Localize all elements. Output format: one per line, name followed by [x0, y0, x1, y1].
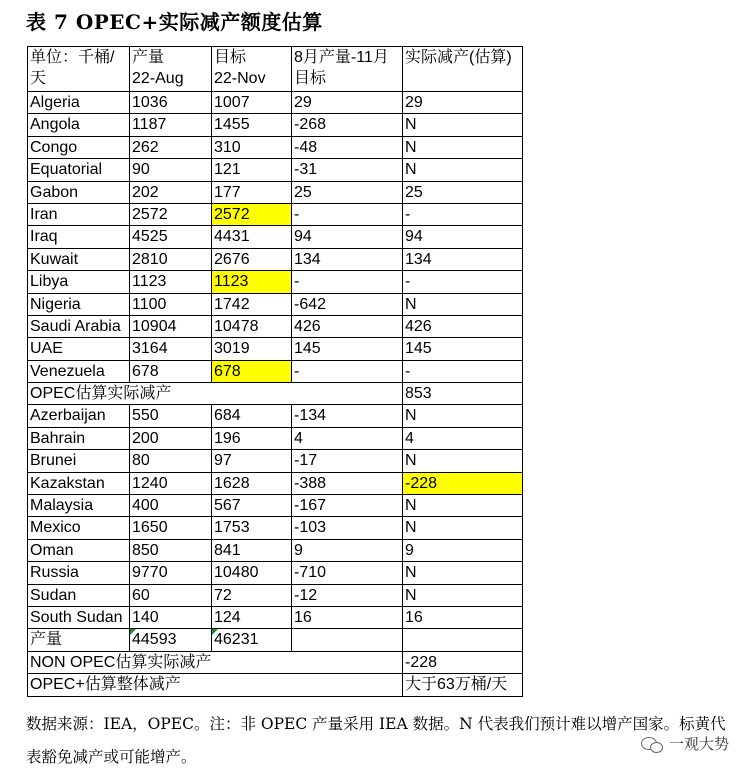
diff-cell: -134 — [292, 405, 403, 427]
target-cell: 4431 — [212, 226, 292, 248]
country-cell: Venezuela — [28, 360, 130, 382]
production-cell: 200 — [130, 427, 212, 449]
production-cell: 3164 — [130, 338, 212, 360]
table-row — [28, 584, 523, 606]
country-cell: Iraq — [28, 226, 130, 248]
country-cell: Gabon — [28, 181, 130, 203]
country-cell: Bahrain — [28, 427, 130, 449]
diff-cell: 94 — [292, 226, 403, 248]
target-cell: 2676 — [212, 248, 292, 270]
production-cell: 140 — [130, 606, 212, 628]
cut-cell: N — [403, 293, 523, 315]
cut-cell: 134 — [403, 248, 523, 270]
cut-cell: 145 — [403, 338, 523, 360]
opec-total-row — [28, 383, 523, 405]
target-cell: 124 — [212, 606, 292, 628]
table-row — [28, 517, 523, 539]
cut-cell: N — [403, 517, 523, 539]
production-cell: 1240 — [130, 472, 212, 494]
country-cell: Oman — [28, 539, 130, 561]
diff-cell: -710 — [292, 562, 403, 584]
country-cell: Mexico — [28, 517, 130, 539]
production-cell: 90 — [130, 159, 212, 181]
data-table-container — [27, 46, 522, 697]
overall-total-row — [28, 674, 523, 696]
country-cell: UAE — [28, 338, 130, 360]
header-production-date: 22-Aug — [132, 70, 184, 87]
header-target — [212, 47, 292, 92]
country-cell: Azerbaijan — [28, 405, 130, 427]
table-title: 表 7 OPEC+实际减产额度估算 — [26, 10, 323, 34]
cut-cell: 94 — [403, 226, 523, 248]
total-label-cell: 产量 — [28, 629, 130, 651]
cut-cell: - — [403, 203, 523, 225]
country-cell: South Sudan — [28, 606, 130, 628]
target-cell: 3019 — [212, 338, 292, 360]
table-row — [28, 203, 523, 225]
target-cell: 841 — [212, 539, 292, 561]
diff-cell: -642 — [292, 293, 403, 315]
diff-cell: 145 — [292, 338, 403, 360]
table-row — [28, 136, 523, 158]
diff-cell: 134 — [292, 248, 403, 270]
production-cell: 1187 — [130, 114, 212, 136]
wechat-icon — [641, 735, 663, 753]
production-cell: 678 — [130, 360, 212, 382]
diff-cell: - — [292, 360, 403, 382]
header-target-date: 22-Nov — [214, 70, 266, 87]
target-cell: 97 — [212, 450, 292, 472]
cut-cell: -228 — [403, 472, 523, 494]
production-cell: 80 — [130, 450, 212, 472]
country-cell: Kuwait — [28, 248, 130, 270]
cut-cell: N — [403, 450, 523, 472]
diff-cell: -167 — [292, 495, 403, 517]
target-cell: 684 — [212, 405, 292, 427]
diff-cell: -388 — [292, 472, 403, 494]
target-cell: 10480 — [212, 562, 292, 584]
diff-cell: 25 — [292, 181, 403, 203]
diff-cell: 29 — [292, 92, 403, 114]
non-opec-total-row — [28, 651, 523, 673]
table-row — [28, 606, 523, 628]
country-cell: Iran — [28, 203, 130, 225]
empty-cell — [403, 629, 523, 651]
cut-cell: 9 — [403, 539, 523, 561]
production-cell: 850 — [130, 539, 212, 561]
target-cell: 1455 — [212, 114, 292, 136]
country-cell: Kazakstan — [28, 472, 130, 494]
country-cell: Algeria — [28, 92, 130, 114]
production-cell: 4525 — [130, 226, 212, 248]
production-total-row — [28, 629, 523, 651]
total-production-cell: 44593 — [130, 629, 212, 651]
watermark — [641, 733, 729, 754]
country-cell: Libya — [28, 271, 130, 293]
production-cell: 202 — [130, 181, 212, 203]
target-cell: 678 — [212, 360, 292, 382]
production-cell: 60 — [130, 584, 212, 606]
target-cell: 1628 — [212, 472, 292, 494]
empty-cell — [292, 629, 403, 651]
country-cell: Angola — [28, 114, 130, 136]
header-target-label: 目标 — [214, 49, 247, 66]
production-cell: 2572 — [130, 203, 212, 225]
header-diff: 8月产量-11月目标 — [292, 47, 403, 92]
diff-cell: -31 — [292, 159, 403, 181]
cut-cell: - — [403, 360, 523, 382]
cut-cell: 16 — [403, 606, 523, 628]
target-cell: 1007 — [212, 92, 292, 114]
table-row — [28, 181, 523, 203]
production-cell: 1100 — [130, 293, 212, 315]
table-row — [28, 405, 523, 427]
production-cell: 262 — [130, 136, 212, 158]
cut-cell: N — [403, 114, 523, 136]
cut-cell: - — [403, 271, 523, 293]
cut-cell: 4 — [403, 427, 523, 449]
cut-cell: N — [403, 136, 523, 158]
table-header-row — [28, 47, 523, 92]
production-cell: 400 — [130, 495, 212, 517]
target-cell: 1742 — [212, 293, 292, 315]
overall-total-row-label: OPEC+估算整体减产 — [28, 674, 403, 696]
target-cell: 196 — [212, 427, 292, 449]
target-cell: 177 — [212, 181, 292, 203]
table-row — [28, 427, 523, 449]
production-cell: 550 — [130, 405, 212, 427]
table-row — [28, 450, 523, 472]
diff-cell: - — [292, 271, 403, 293]
country-cell: Sudan — [28, 584, 130, 606]
target-cell: 310 — [212, 136, 292, 158]
cut-cell: N — [403, 159, 523, 181]
diff-cell: -17 — [292, 450, 403, 472]
target-cell: 567 — [212, 495, 292, 517]
production-cell: 2810 — [130, 248, 212, 270]
table-row — [28, 293, 523, 315]
header-production — [130, 47, 212, 92]
table-row — [28, 226, 523, 248]
table-row — [28, 248, 523, 270]
opec-total-row-value: 853 — [403, 383, 523, 405]
table-row — [28, 271, 523, 293]
country-cell: Nigeria — [28, 293, 130, 315]
cut-cell: 25 — [403, 181, 523, 203]
diff-cell: - — [292, 203, 403, 225]
diff-cell: -268 — [292, 114, 403, 136]
production-cell: 9770 — [130, 562, 212, 584]
target-cell: 72 — [212, 584, 292, 606]
cut-cell: N — [403, 562, 523, 584]
country-cell: Equatorial — [28, 159, 130, 181]
table-row — [28, 92, 523, 114]
country-cell: Congo — [28, 136, 130, 158]
target-cell: 1123 — [212, 271, 292, 293]
country-cell: Brunei — [28, 450, 130, 472]
production-cell: 1123 — [130, 271, 212, 293]
production-cell: 10904 — [130, 315, 212, 337]
diff-cell: 426 — [292, 315, 403, 337]
table-body — [28, 47, 523, 697]
diff-cell: 16 — [292, 606, 403, 628]
country-cell: Malaysia — [28, 495, 130, 517]
country-cell: Russia — [28, 562, 130, 584]
footnote: 数据来源：IEA，OPEC。注：非 OPEC 产量采用 IEA 数据。N 代表我们预计难以增产国家。标黄代表豁免减产或可能增产。 — [26, 715, 726, 766]
cut-cell: N — [403, 495, 523, 517]
production-cell: 1036 — [130, 92, 212, 114]
watermark-text: 一观大势 — [668, 735, 729, 753]
target-cell: 1753 — [212, 517, 292, 539]
country-cell: Saudi Arabia — [28, 315, 130, 337]
table-row — [28, 539, 523, 561]
target-cell: 121 — [212, 159, 292, 181]
table-row — [28, 315, 523, 337]
diff-cell: -12 — [292, 584, 403, 606]
diff-cell: -48 — [292, 136, 403, 158]
cut-cell: 426 — [403, 315, 523, 337]
header-actual-cut: 实际减产(估算) — [403, 47, 523, 92]
opec-cut-table — [27, 46, 523, 697]
table-row — [28, 472, 523, 494]
overall-total-row-value: 大于63万桶/天 — [403, 674, 523, 696]
total-target-cell: 46231 — [212, 629, 292, 651]
cut-cell: 29 — [403, 92, 523, 114]
target-cell: 10478 — [212, 315, 292, 337]
header-production-label: 产量 — [132, 49, 165, 66]
non-opec-total-row-value: -228 — [403, 651, 523, 673]
opec-total-row-label: OPEC估算实际减产 — [28, 383, 403, 405]
diff-cell: -103 — [292, 517, 403, 539]
table-row — [28, 159, 523, 181]
cut-cell: N — [403, 405, 523, 427]
cut-cell: N — [403, 584, 523, 606]
table-row — [28, 360, 523, 382]
diff-cell: 4 — [292, 427, 403, 449]
diff-cell: 9 — [292, 539, 403, 561]
table-row — [28, 495, 523, 517]
production-cell: 1650 — [130, 517, 212, 539]
table-row — [28, 338, 523, 360]
header-unit: 单位：千桶/天 — [28, 47, 130, 92]
target-cell: 2572 — [212, 203, 292, 225]
table-row — [28, 114, 523, 136]
non-opec-total-row-label: NON OPEC估算实际减产 — [28, 651, 403, 673]
table-row — [28, 562, 523, 584]
